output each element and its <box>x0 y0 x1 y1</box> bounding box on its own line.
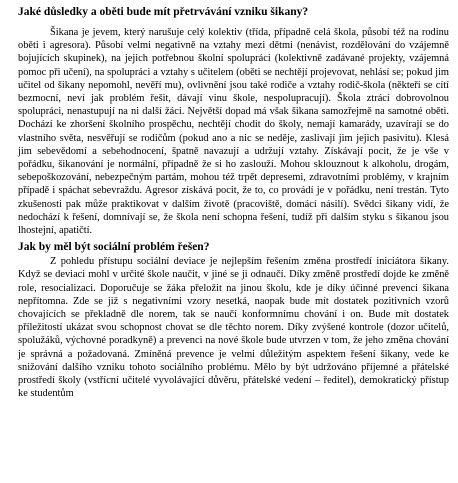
paragraph-solution: Z pohledu přístupu sociální deviace je nejlepším řešením změna prostředí iniciátora šikany. Když se deviaci mohl v určité škole naučit, v jiné se ji odnaučí. Díky změně prostředí dojde ke změně role, resocializaci. Doporučuje se žáka přeložit na jinou školu, kde je díky účinné prevenci šikana nepřítomna. Zde se již s negativními vzory nesetká, naopak bude mít dostatek pozitivních vzorů chovajících se překladně dle norem, tak se naučí konformnímu chování i on. Bude mít dostatek příležitostí ukázat svou schopnost chovat se dle těchto norem. Díky zvýšené kontrole (dozor učitelů, spolužáků, výchovné poradkyně) a prevenci na nové škole bude utvrzen v tom, že jeho změna chování je správná a požadovaná. Zmíněná prevence je velmi důležitým aspektem řešení šikany, vede ke snižování dalšího vzniku tohoto sociálního problému. Mělo by být udržováno příjemné a přátelské prostředí školy (vstřícní učitelé vyvolávající důvěru, přátelské vedení – ředitel), demokratický přístup ke studentům <box>18 256 449 400</box>
section-heading-consequences: Jaké důsledky a oběti bude mít přetrvávání vzniku šikany? <box>18 6 309 18</box>
section-heading-solution: Jak by měl být sociální problém řešen? <box>18 241 210 254</box>
paragraph-consequences: Šikana je jevem, který narušuje celý kolektiv (třída, případně celá škola, působí též na rodinu oběti i agresora). Působí velmi negativně na vztahy mezi dětmi (nenávist, rozdělování do vzájemně bojujících skupinek), na jejich potřebnou školní spolupráci (kolektivně zadávané projekty, vzájemná pomoc při učení), na spolupráci a vztahy s učitelem (oběti se nechtějí projevovat, nehlásí se; pokud jim učitel od šikany nepomohl, nevěří mu), ovlivnění jsou také rodiče a vztahy rodič-škola (někteří se cítí bezmocní, neví jak problém řešit, dávají vinu škole, nespolupracují). Škola ztrácí dobrovolnou spolupráci, nenastupují na ni další žáci. Největší dopad má však šikana samozřejmě na samotné oběti. Dochází ke zhoršení školního prospěchu, nechtějí chodit do školy, nemají kamarády, uzavírají se do vlastního světa, nesvěřují se rodičům (pokud ano a nic se neděje, zaslivají jim jejich pasivitu). Klesá jim sebevědomí a sebehodnocení, špatně navazují a udržují vztahy. Získávají pocit, že je vše v pořádku, šikanování je normální, případně že si ho zaslouží. Mohou sklouznout k alkoholu, drogám, sebepoškozování, nebezpečným partám, mohou též trpět depresemi, zdravotními problémy, v krajním případě i spáchat sebevraždu. Agresor získává pocit, že to, co provádí je v pořádku, není trestán. Tyto zkušenosti pak může praktikovat v dalším životě (pracoviště, domácí násilí). Svědci šikany vidí, že nedochází k řešení, domnívají se, že škola není schopna řešení, tudíž při dalším styku s šikanou jsou lhostejní, apatičtí. <box>18 27 449 237</box>
